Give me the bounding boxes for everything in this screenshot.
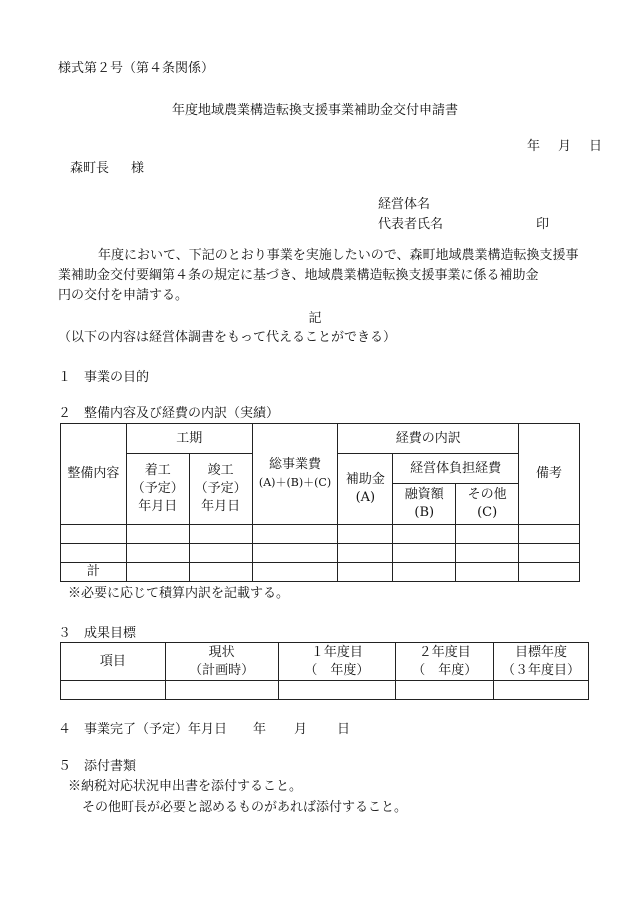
document-title: 年度地域農業構造転換支援事業補助金交付申請書 bbox=[171, 103, 458, 118]
cell[interactable] bbox=[456, 563, 519, 582]
header-line: （計画時） bbox=[189, 662, 255, 678]
cell[interactable] bbox=[338, 544, 393, 563]
completion-month-label: 月 bbox=[294, 722, 308, 737]
section-number: １ bbox=[58, 370, 72, 385]
header-loan-code: (B) bbox=[414, 505, 435, 520]
header-line: （３年度目） bbox=[502, 662, 581, 678]
header-period: 工期 bbox=[126, 424, 252, 454]
header-subsidy bbox=[338, 454, 393, 525]
header-breakdown: 経費の内訳 bbox=[338, 424, 519, 454]
cell[interactable] bbox=[393, 544, 456, 563]
application-body bbox=[58, 246, 590, 306]
addressee bbox=[70, 162, 144, 175]
body-line: 業補助金交付要綱第４条の規定に基づき、地域農業構造転換支援事業に係る補助金 bbox=[58, 268, 539, 283]
cell[interactable] bbox=[519, 544, 580, 563]
cell[interactable] bbox=[252, 563, 338, 582]
section-number: ４ bbox=[58, 722, 72, 737]
header-loan bbox=[393, 484, 456, 525]
section-label: 整備内容及び経費の内訳（実績） bbox=[84, 406, 280, 421]
cell[interactable] bbox=[189, 525, 252, 544]
header-end-line: （予定） bbox=[194, 481, 247, 496]
section-expenses bbox=[58, 407, 279, 420]
header-other-label: その他 bbox=[467, 487, 507, 502]
substitution-note: （以下の内容は経営体調書をもって代えることができる） bbox=[58, 330, 397, 345]
cell[interactable] bbox=[61, 525, 127, 544]
section-number: ２ bbox=[58, 406, 72, 421]
cell[interactable] bbox=[189, 563, 252, 582]
addressee-honorific: 様 bbox=[131, 161, 145, 176]
date-line bbox=[527, 140, 602, 153]
section-purpose bbox=[58, 371, 149, 384]
cell[interactable] bbox=[126, 525, 189, 544]
header-start bbox=[126, 454, 189, 525]
cell[interactable] bbox=[456, 544, 519, 563]
total-row bbox=[61, 563, 580, 582]
cell[interactable] bbox=[165, 681, 278, 700]
header-loan-label: 融資額 bbox=[404, 487, 444, 502]
attachment-item: ※納税対応状況申出書を添付すること。 bbox=[68, 779, 303, 794]
header-year2 bbox=[396, 643, 494, 681]
section-attachments bbox=[58, 760, 136, 773]
header-start-line: 着工 bbox=[144, 463, 171, 478]
cell[interactable] bbox=[519, 563, 580, 582]
section-label: 事業の目的 bbox=[84, 370, 150, 385]
cell[interactable] bbox=[338, 525, 393, 544]
breakdown-note: ※必要に応じて積算内訳を記載する。 bbox=[68, 586, 290, 601]
header-subsidy-label: 補助金 bbox=[345, 472, 385, 487]
section-label: 事業完了（予定）年月日 bbox=[84, 722, 228, 737]
date-year-label: 年 bbox=[527, 139, 541, 154]
cell[interactable] bbox=[393, 563, 456, 582]
header-line: （ 年度） bbox=[412, 662, 478, 678]
table-row bbox=[61, 525, 580, 544]
cell[interactable] bbox=[126, 563, 189, 582]
applicant-entity-label: 経営体名 bbox=[378, 197, 431, 212]
header-year1 bbox=[278, 643, 396, 681]
header-total bbox=[252, 424, 338, 525]
header-line: 項目 bbox=[99, 653, 126, 669]
cell[interactable] bbox=[61, 544, 127, 563]
header-line: 現状 bbox=[208, 644, 235, 660]
body-line: 年度において、下記のとおり事業を実施したいので、森町地域農業構造転換支援事 bbox=[98, 248, 579, 263]
seal-mark: 印 bbox=[536, 217, 550, 232]
header-start-line: （予定） bbox=[131, 481, 184, 496]
ki-heading: 記 bbox=[308, 311, 322, 326]
section-number: ３ bbox=[58, 626, 72, 641]
header-line: ２年度目 bbox=[418, 644, 471, 660]
header-line: １年度目 bbox=[310, 644, 363, 660]
cell[interactable] bbox=[278, 681, 396, 700]
header-line: 目標年度 bbox=[515, 644, 568, 660]
header-end bbox=[189, 454, 252, 525]
cell[interactable] bbox=[456, 525, 519, 544]
header-start-line: 年月日 bbox=[138, 499, 178, 514]
completion-day-label: 日 bbox=[337, 722, 351, 737]
section-completion-date bbox=[58, 723, 350, 736]
total-label: 計 bbox=[61, 563, 127, 582]
header-current bbox=[165, 643, 278, 681]
cell[interactable] bbox=[396, 681, 494, 700]
section-number: ５ bbox=[58, 759, 72, 774]
section-label: 添付書類 bbox=[84, 759, 137, 774]
header-content: 整備内容 bbox=[61, 424, 127, 525]
outcome-table bbox=[60, 642, 589, 700]
header-burden: 経営体負担経費 bbox=[393, 454, 519, 484]
cell[interactable] bbox=[252, 544, 338, 563]
header-subsidy-code: (A) bbox=[355, 490, 376, 505]
date-month-label: 月 bbox=[558, 139, 572, 154]
header-end-line: 竣工 bbox=[207, 463, 234, 478]
attachment-item: その他町長が必要と認めるものがあれば添付すること。 bbox=[82, 800, 408, 815]
completion-year-label: 年 bbox=[253, 722, 267, 737]
header-target-year bbox=[494, 643, 589, 681]
cell[interactable] bbox=[393, 525, 456, 544]
header-remarks: 備考 bbox=[519, 424, 580, 525]
header-total-label: 総事業費 bbox=[269, 457, 322, 472]
addressee-name: 森町長 bbox=[70, 161, 110, 176]
header-line: （ 年度） bbox=[304, 662, 370, 678]
section-label: 成果目標 bbox=[84, 626, 137, 641]
expense-table bbox=[60, 423, 580, 582]
cell[interactable] bbox=[252, 525, 338, 544]
cell[interactable] bbox=[494, 681, 589, 700]
form-number: 様式第２号（第４条関係） bbox=[58, 61, 215, 76]
header-end-line: 年月日 bbox=[201, 499, 241, 514]
table-row bbox=[61, 544, 580, 563]
cell[interactable] bbox=[338, 563, 393, 582]
header-item bbox=[61, 643, 166, 681]
header-other bbox=[456, 484, 519, 525]
body-line: 円の交付を申請する。 bbox=[58, 288, 189, 303]
header-total-formula: (A)＋(B)＋(C) bbox=[258, 476, 332, 489]
table-row bbox=[61, 681, 589, 700]
date-day-label: 日 bbox=[589, 139, 603, 154]
cell[interactable] bbox=[61, 681, 166, 700]
cell[interactable] bbox=[126, 544, 189, 563]
header-other-code: (C) bbox=[477, 505, 498, 520]
section-outcome-targets bbox=[58, 627, 136, 640]
cell[interactable] bbox=[519, 525, 580, 544]
applicant-representative-label: 代表者氏名 bbox=[378, 217, 444, 232]
cell[interactable] bbox=[189, 544, 252, 563]
